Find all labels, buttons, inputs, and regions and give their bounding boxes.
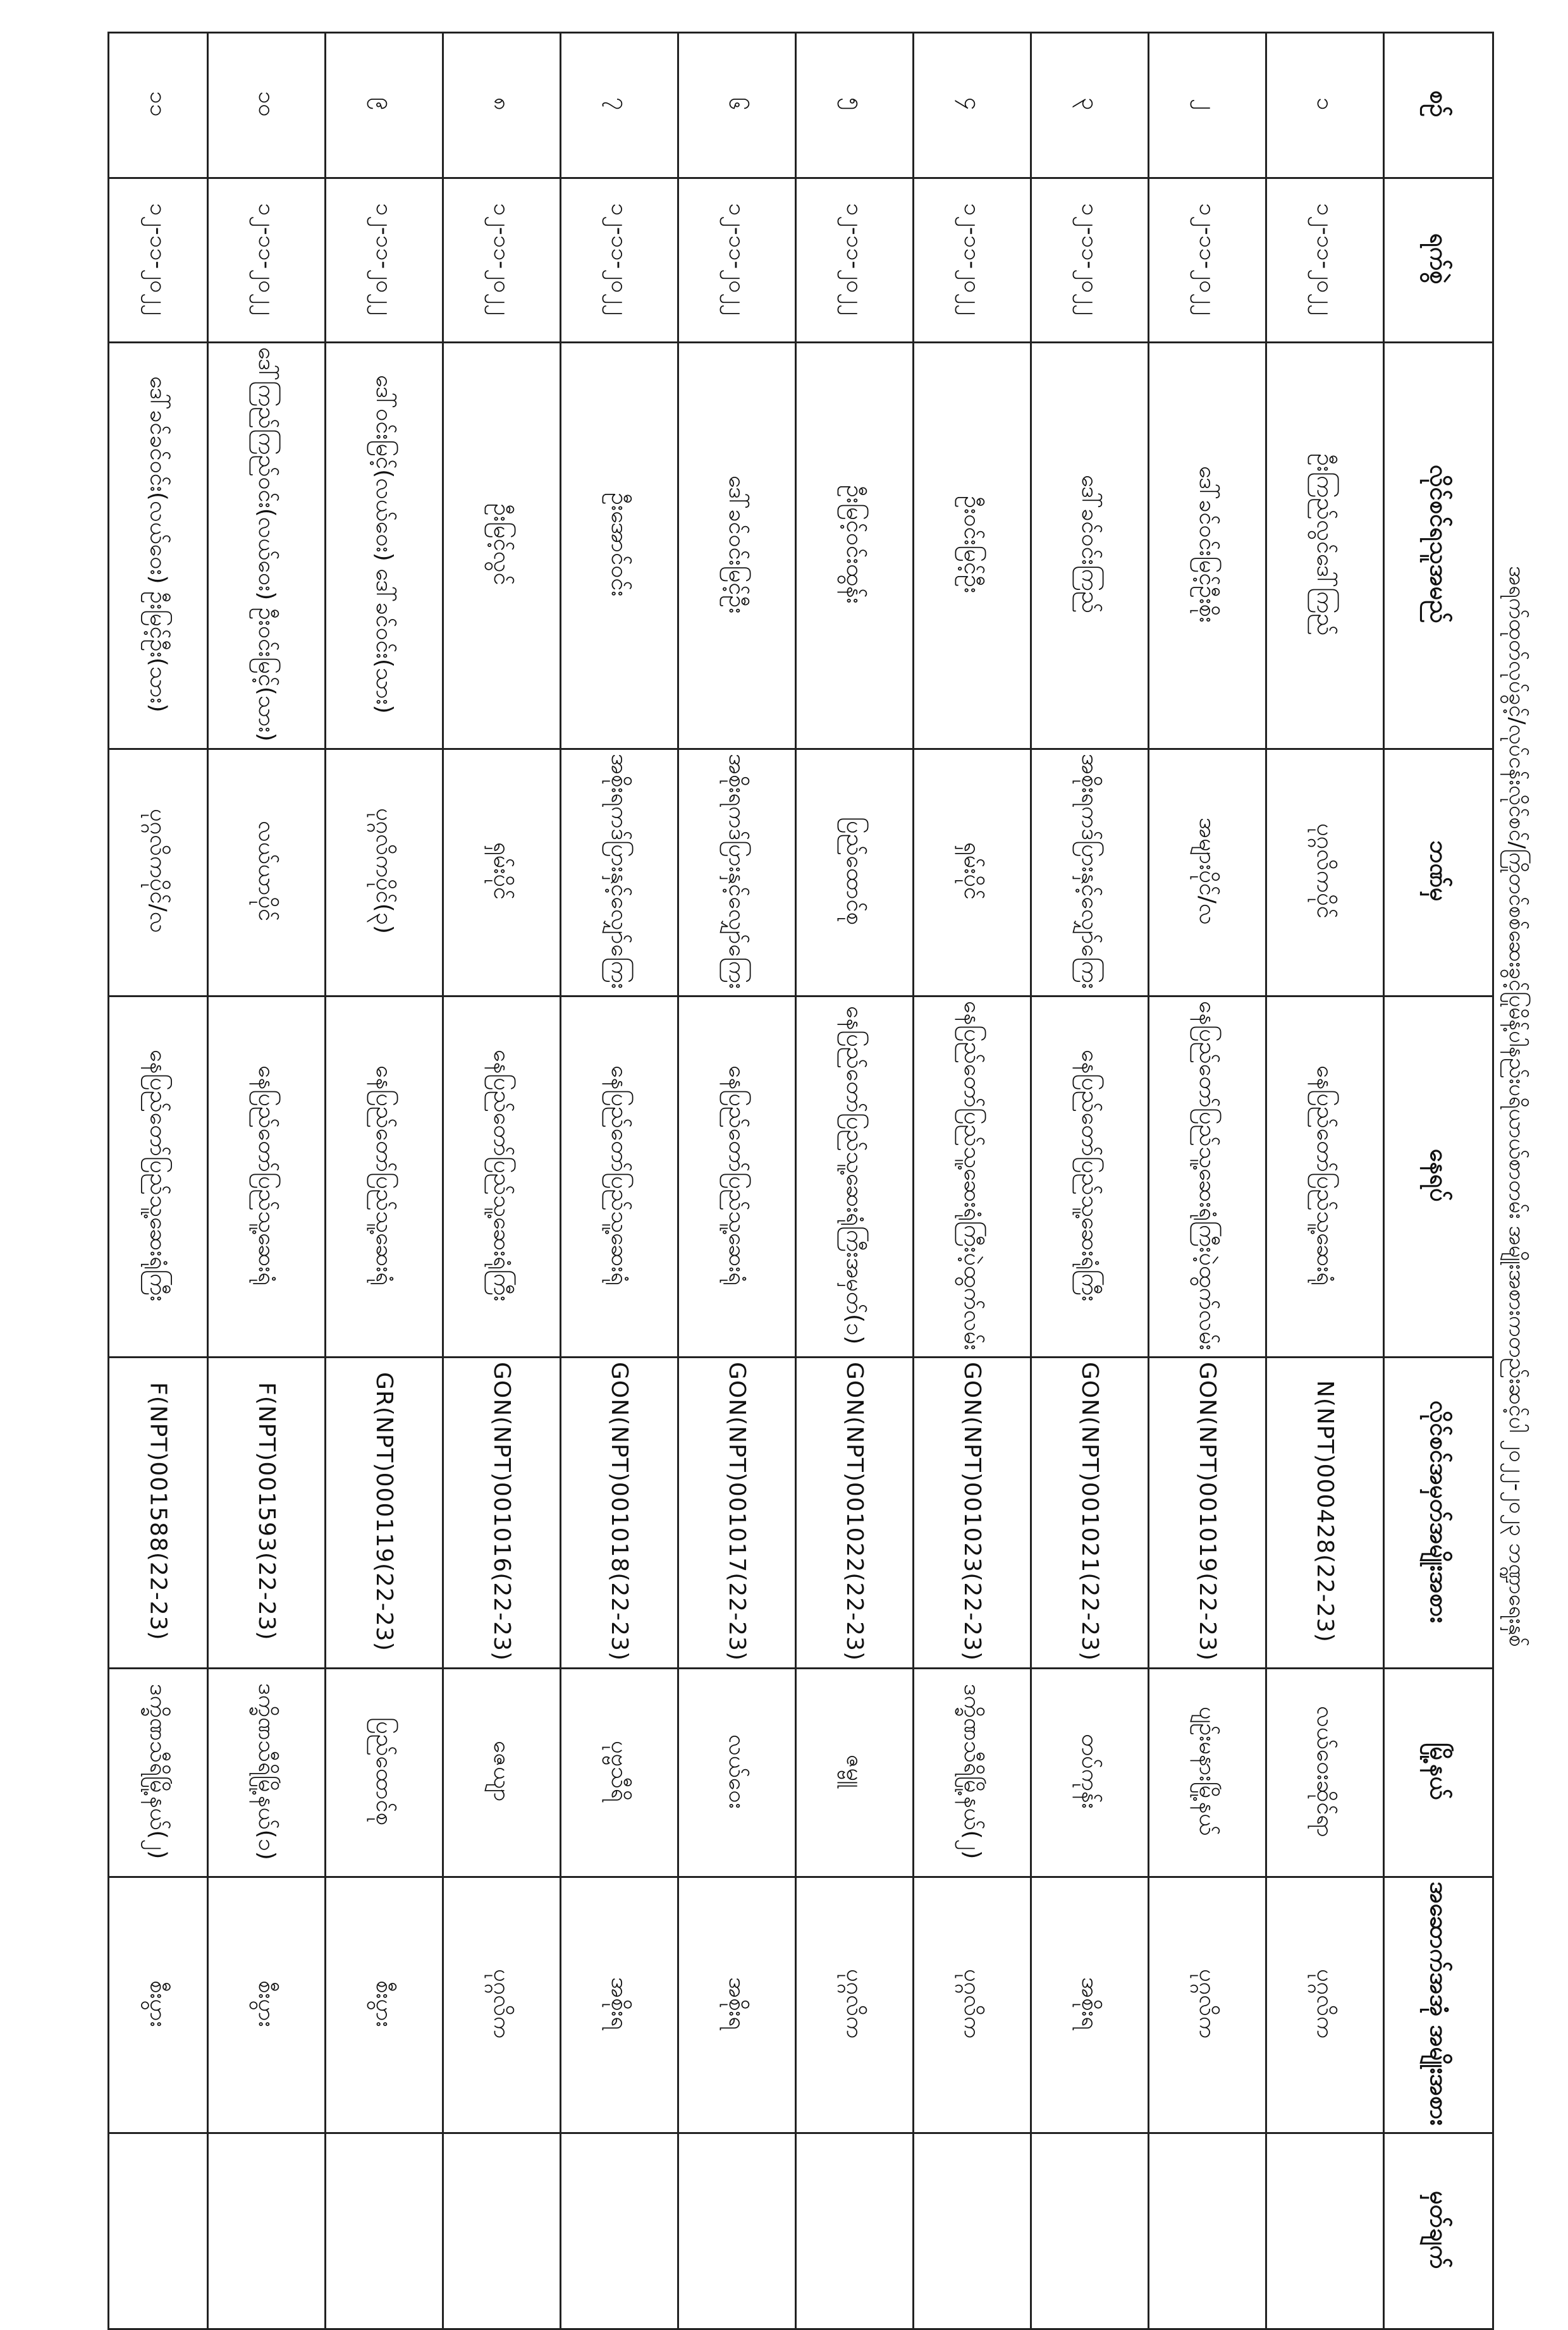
table-cell [678, 996, 796, 1357]
table-cell [443, 996, 561, 1357]
cell-township: ပုဗ္ဗသီရိ [606, 1741, 633, 1802]
cell-date: ၁၂-၁၁-၂၀၂၂ [1312, 202, 1338, 316]
cell-date: ၁၂-၁၁-၂၀၂၂ [254, 202, 280, 316]
table-cell [1149, 33, 1266, 178]
table-cell [208, 1669, 326, 1877]
table-cell [1031, 1669, 1149, 1877]
table-cell [914, 1877, 1031, 2133]
table-cell [796, 1358, 914, 1669]
table-cell [561, 178, 678, 343]
table-cell [678, 2133, 796, 2329]
column-header [1384, 749, 1493, 996]
table-cell [326, 996, 443, 1357]
table-cell [914, 749, 1031, 996]
cell-cat: ရှမ်းပိုင် [489, 842, 515, 900]
cell-type: စီးပွား [145, 1980, 171, 2027]
table-cell [109, 343, 208, 749]
table-cell [109, 33, 208, 178]
table-cell [678, 33, 796, 178]
table-cell [109, 1669, 208, 1877]
table-cell [208, 996, 326, 1357]
cell-cat: ပုဂ္ဂလိကပိုင် [1312, 823, 1338, 919]
table-cell [109, 178, 208, 343]
cell-township: ပျဉ်းမနားမြို့နယ် [1194, 1707, 1221, 1836]
cell-address: နေပြည်တော်ပြည်သူ့ဆေးရုံကြီး [489, 1049, 515, 1302]
table-cell [326, 2133, 443, 2329]
cell-no: ၁ [1312, 97, 1338, 111]
table-cell [1149, 1358, 1266, 1669]
table-cell [561, 2133, 678, 2329]
cell-cat: ပြည်ထောင်စု [842, 817, 868, 926]
table-cell [678, 178, 796, 343]
cell-license: GON(NPT)001018(22-23) [606, 1362, 633, 1662]
table-cell [1266, 178, 1384, 343]
table-cell [1149, 1877, 1266, 2133]
table-cell [1266, 2133, 1384, 2329]
table-cell [326, 749, 443, 996]
cell-type: ပုဂ္ဂလိက [489, 1968, 515, 2039]
column-header-label: လိုင်စင်ရသူအမည် [1424, 465, 1453, 624]
cell-township: ဇေယျာ [489, 1741, 515, 1802]
table-cell [1031, 178, 1149, 343]
table-cell [443, 1669, 561, 1877]
table-cell [1031, 1877, 1149, 2133]
cell-date: ၁၂-၁၁-၂၀၂၂ [842, 202, 868, 316]
table-cell [678, 1358, 796, 1669]
table-cell [796, 33, 914, 178]
table-row-cat [109, 749, 1493, 996]
table-cell [1266, 1877, 1384, 2133]
cell-date: ၁၂-၁၁-၂၀၂၂ [1194, 202, 1221, 316]
table-cell [443, 178, 561, 343]
cell-address: နေပြည်တော်ပြည်သူ့ဆေးရုံကြီးပဲ့ထွက်လမ်း [1194, 1000, 1221, 1351]
table-cell [678, 1669, 796, 1877]
cell-name: ဒေါ်ဝင်းမြင့်(လယ်ဝေး) ဒေါ်ခင်ဝင်း(သား) [371, 374, 398, 714]
table-cell [208, 749, 326, 996]
cell-type: စီးပွား [254, 1980, 280, 2027]
cell-township: ဇမ္ဗူ [842, 1755, 868, 1788]
table-cell [914, 178, 1031, 343]
cell-type: စီးပွား [371, 1980, 398, 2027]
table-cell [796, 749, 914, 996]
table-cell [796, 1669, 914, 1877]
column-header [1384, 343, 1493, 749]
cell-cat: အစိုးရကဒ်ပြားနှင့်လျှော်ကြေး [606, 753, 633, 989]
column-header-label: မှတ်ချက် [1424, 2190, 1453, 2269]
cell-name: ဦးဝင်းမြင့်ဦး [959, 495, 986, 593]
table-cell [1266, 343, 1384, 749]
table-cell [326, 178, 443, 343]
cell-license: GR(NPT)000119(22-23) [371, 1371, 398, 1652]
table-cell [208, 343, 326, 749]
table-cell [678, 343, 796, 749]
cell-name: ဦးမြင့်လွင် [489, 503, 515, 586]
cell-township: ဒက္ခိဏသီရိမြို့နယ်(၂) [145, 1683, 171, 1860]
cell-township: တပ်ကုန်း [1077, 1734, 1103, 1809]
table-cell [1149, 178, 1266, 343]
table-cell [914, 33, 1031, 178]
cell-license: F(NPT)001588(22-23) [145, 1382, 171, 1641]
cell-no: ၆ [724, 97, 750, 111]
cell-township: ဒက္ခိဏသီရိမြို့နယ်(၁) [254, 1683, 280, 1860]
table-cell [208, 178, 326, 343]
table-row-remark [109, 2133, 1493, 2329]
table-cell [1149, 1669, 1266, 1877]
column-header-label: နေရပ် [1424, 1148, 1453, 1202]
table-cell [443, 1358, 561, 1669]
license-table-wrapper [107, 32, 1467, 2269]
cell-type: အစိုးရ [606, 1977, 633, 2030]
cell-type: ပုဂ္ဂလိက [1194, 1968, 1221, 2039]
table-cell [1266, 996, 1384, 1357]
table-cell [443, 749, 561, 996]
cell-no: ၈ [489, 97, 515, 111]
cell-address: နေပြည်တော်ပြည်သူ့ဆေးရုံ [724, 1065, 750, 1285]
table-cell [561, 996, 678, 1357]
column-header [1384, 1669, 1493, 1877]
license-table [107, 32, 1494, 2330]
table-cell [1149, 2133, 1266, 2329]
table-cell [796, 996, 914, 1357]
table-cell [109, 996, 208, 1357]
column-header [1384, 2133, 1493, 2329]
table-row-date [109, 178, 1493, 343]
cell-address: နေပြည်တော်ပြည်သူ့ဆေးရုံ [371, 1065, 398, 1285]
cell-date: ၁၂-၁၁-၂၀၂၂ [959, 202, 986, 316]
cell-no: ၁၀ [254, 91, 280, 117]
table-cell [914, 2133, 1031, 2329]
cell-no: ၁၁ [145, 91, 171, 117]
column-header [1384, 1358, 1493, 1669]
table-cell [109, 1877, 208, 2133]
table-cell [1031, 2133, 1149, 2329]
table-cell [1149, 343, 1266, 749]
cell-township: လယ်ဝေးဆိုင်ရာ [1312, 1705, 1338, 1837]
table-row-township [109, 1669, 1493, 1877]
table-cell [1266, 749, 1384, 996]
table-row-license [109, 1358, 1493, 1669]
table-cell [561, 343, 678, 749]
cell-date: ၁၂-၁၁-၂၀၂၂ [1077, 202, 1103, 316]
cell-type: ပုဂ္ဂလိက [959, 1968, 986, 2039]
table-cell [561, 749, 678, 996]
table-cell [326, 343, 443, 749]
cell-no: ၂ [1194, 98, 1221, 110]
table-cell [914, 343, 1031, 749]
table-cell [208, 2133, 326, 2329]
column-header [1384, 996, 1493, 1357]
table-cell [208, 1358, 326, 1669]
table-cell [443, 1877, 561, 2133]
cell-cat: ပုဂ္ဂလိကပိုင်(၃) [371, 808, 398, 935]
cell-type: အစိုးရ [1077, 1977, 1103, 2030]
cell-name: ဒေါ်ခင်ဝင်းကြည် [1077, 475, 1103, 614]
cell-date: ၁၂-၁၁-၂၀၂၂ [489, 202, 515, 316]
cell-date: ၁၂-၁၁-၂၀၂၂ [371, 202, 398, 316]
column-header [1384, 1877, 1493, 2133]
cell-name: ဦးမြင့်ဝင်းထွန်း [842, 485, 868, 604]
table-cell [208, 1877, 326, 2133]
table-cell [326, 33, 443, 178]
table-cell [208, 33, 326, 178]
table-cell [678, 749, 796, 996]
cell-no: ၄ [959, 97, 986, 111]
cell-cat: ရှမ်းပိုင် [959, 842, 986, 900]
table-row-type [109, 1877, 1493, 2133]
cell-township: လယ်ဝေး [724, 1734, 750, 1809]
cell-name: ဦးကြည်လွင်ဒေါ်ကြည် [1312, 453, 1338, 635]
cell-date: ၁၂-၁၁-၂၀၂၂ [606, 202, 633, 316]
cell-township: ပြည်ထောင်စု [371, 1717, 398, 1825]
cell-address: နေပြည်တော်ပြည်သူ့ဆေးရုံကြီးအမှတ်(၁) [842, 1006, 868, 1345]
table-cell [443, 33, 561, 178]
table-cell [1031, 996, 1149, 1357]
table-cell [326, 1669, 443, 1877]
cell-license: F(NPT)001593(22-23) [254, 1382, 280, 1641]
table-cell [443, 2133, 561, 2329]
column-header-label: အဆောက်အအုံ အမျိုးအစား [1424, 1882, 1453, 2126]
table-cell [1149, 996, 1266, 1357]
table-cell [1031, 33, 1149, 178]
table-cell [109, 2133, 208, 2329]
cell-cat: ပုဂ္ဂလိကပိုင်/လ [145, 809, 171, 933]
column-header [1384, 178, 1493, 343]
table-cell [1149, 749, 1266, 996]
column-header-label: ရက်စွဲ [1424, 233, 1453, 285]
table-cell [443, 343, 561, 749]
table-cell [1031, 749, 1149, 996]
column-header-label: မြို့နယ် [1424, 1743, 1453, 1800]
cell-license: GON(NPT)001017(22-23) [724, 1362, 750, 1662]
table-cell [1266, 1669, 1384, 1877]
cell-no: ၇ [606, 97, 633, 111]
cell-license: GON(NPT)001021(22-23) [1077, 1362, 1103, 1662]
column-header-label: စဉ် [1424, 90, 1453, 118]
cell-cat: အစိုးရကဒ်ပြားနှင့်လျှော်ကြေး [1077, 753, 1103, 989]
cell-name: ဒေါ်ကြည်ကြည်ဝင်း(လယ်ဝေး) ဦးဝင်းမြင့်(သား) [254, 347, 280, 742]
table-cell [109, 1358, 208, 1669]
cell-license: N(NPT)000428(22-23) [1312, 1380, 1338, 1643]
table-cell [914, 1358, 1031, 1669]
table-cell [1266, 1358, 1384, 1669]
cell-no: ၅ [842, 97, 868, 111]
cell-township: ဒက္ခိဏသီရိမြို့နယ်(၂) [959, 1683, 986, 1860]
table-row-no [109, 33, 1493, 178]
table-cell [1031, 1358, 1149, 1669]
table-cell [109, 749, 208, 996]
cell-license: GON(NPT)001022(22-23) [842, 1362, 868, 1662]
column-header [1384, 33, 1493, 178]
cell-name: ဦးအောင်ဝင်း [606, 492, 633, 596]
cell-address: နေပြည်တော်ပြည်သူ့ဆေးရုံ [606, 1065, 633, 1285]
cell-date: ၁၂-၁၁-၂၀၂၂ [724, 202, 750, 316]
cell-license: GON(NPT)001023(22-23) [959, 1362, 986, 1662]
table-cell [678, 1877, 796, 2133]
cell-no: ၃ [1077, 97, 1103, 111]
cell-address: နေပြည်တော်ပြည်သူ့ဆေးရုံကြီး [145, 1049, 171, 1302]
table-row-name [109, 343, 1493, 749]
cell-type: ပုဂ္ဂလိက [1312, 1968, 1338, 2039]
cell-no: ၉ [371, 97, 398, 111]
column-header-label: ဘဏ်မှ [1424, 840, 1453, 902]
table-cell [796, 343, 914, 749]
column-header-label: လိုင်စင်အမှတ်အမျိုးအစား [1424, 1400, 1453, 1623]
cell-name: ဒေါ်ခင်ဝင်းမြင့်ဦး [724, 475, 750, 613]
table-cell [914, 996, 1031, 1357]
cell-address: နေပြည်တော်ပြည်သူ့ဆေးရုံ [1312, 1065, 1338, 1285]
cell-address: နေပြည်တော်ပြည်သူ့ဆေးရုံ [254, 1065, 280, 1285]
table-cell [326, 1877, 443, 2133]
table-cell [796, 178, 914, 343]
table-cell [796, 2133, 914, 2329]
table-cell [1031, 343, 1149, 749]
cell-license: GON(NPT)001019(22-23) [1194, 1362, 1221, 1662]
cell-name: ဒေါ်ခင်ခင်ဝင်း(လယ်ဝေး) ဦးမြင့်ဦး(သား) [145, 376, 171, 713]
table-cell [914, 1669, 1031, 1877]
table-cell [796, 1877, 914, 2133]
table-cell [561, 33, 678, 178]
cell-date: ၁၂-၁၁-၂၀၂၂ [145, 202, 171, 316]
cell-cat: အများပိုင်/လ [1194, 817, 1221, 925]
cell-license: GON(NPT)001016(22-23) [489, 1362, 515, 1662]
cell-name: ဒေါ်ခင်ဝင်းမြင့်ဦးစိုး [1194, 465, 1221, 623]
table-row-address [109, 996, 1493, 1357]
cell-address: နေပြည်တော်ပြည်သူ့ဆေးရုံကြီး [1077, 1049, 1103, 1302]
table-cell [326, 1358, 443, 1669]
document-title: အရက်ထုတ်လုပ်ခွင့်/လုပ်ငန်းလိုင်စင်/ကြိုတင်စစ်ဆေးခွင့်ပြုမိန့်ပါနည်းပရိယာယ်စာတမ်း အမျိုးအစားကတည်းဆင့်ပါ ၂၀၂၂-၂၀၂၃ ဘဏ္ဍာရေးနှစ် [1504, 566, 1529, 1647]
table-cell [561, 1358, 678, 1669]
cell-cat: အစိုးရကဒ်ပြားနှင့်လျှော်ကြေး [724, 753, 750, 989]
table-cell [561, 1877, 678, 2133]
cell-type: ပုဂ္ဂလိက [842, 1968, 868, 2039]
table-cell [561, 1669, 678, 1877]
cell-address: နေပြည်တော်ပြည်သူ့ဆေးရုံကြီးပဲ့ထွက်လမ်း [959, 1000, 986, 1351]
table-cell [1266, 33, 1384, 178]
cell-type: အစိုးရ [724, 1977, 750, 2030]
cell-cat: လယ်ယာပိုင် [254, 821, 280, 922]
